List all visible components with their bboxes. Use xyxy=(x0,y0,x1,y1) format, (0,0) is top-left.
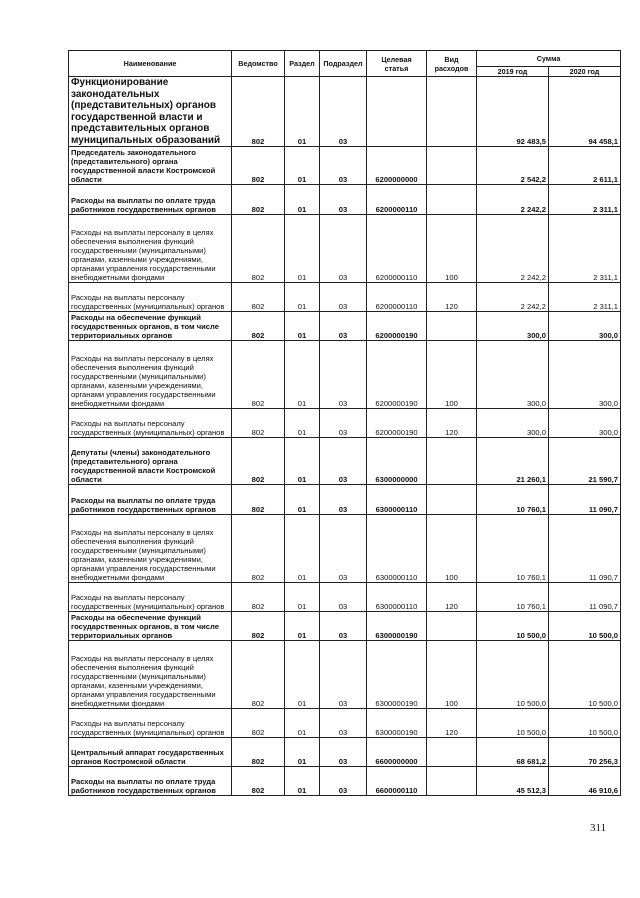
table-row xyxy=(69,515,621,583)
header-vid: Вид расходов xyxy=(427,51,477,77)
row-razdel: 01 xyxy=(285,283,320,312)
row-2019: 300,0 xyxy=(477,341,549,409)
row-name: Расходы на выплаты персоналу в целях обеспечения выполнения функций государственными (муниципальными) органами, казенными учреждениями, органами управления государственными внебюджетными фондами xyxy=(69,341,232,409)
row-podrazdel: 03 xyxy=(320,515,367,583)
row-razdel: 01 xyxy=(285,738,320,767)
row-name: Расходы на обеспечение функций государственных органов, в том числе территориальных органов xyxy=(69,312,232,341)
row-vid xyxy=(427,738,477,767)
row-name: Расходы на выплаты персоналу государственных (муниципальных) органов xyxy=(69,283,232,312)
row-name: Расходы на выплаты по оплате труда работников государственных органов xyxy=(69,485,232,515)
row-celevaya: 6200000110 xyxy=(367,215,427,283)
row-podrazdel: 03 xyxy=(320,438,367,485)
row-2020: 10 500,0 xyxy=(549,709,621,738)
row-2020: 300,0 xyxy=(549,312,621,341)
row-2020: 11 090,7 xyxy=(549,515,621,583)
page-number: 311 xyxy=(590,822,607,834)
table-row xyxy=(69,767,621,796)
row-razdel: 01 xyxy=(285,409,320,438)
table-row xyxy=(69,409,621,438)
row-name: Расходы на выплаты персоналу государственных (муниципальных) органов xyxy=(69,583,232,612)
row-podrazdel: 03 xyxy=(320,583,367,612)
table-body xyxy=(69,77,621,796)
row-vedomstvo: 802 xyxy=(232,767,285,796)
row-vedomstvo: 802 xyxy=(232,515,285,583)
row-2019: 300,0 xyxy=(477,409,549,438)
row-2019: 2 242,2 xyxy=(477,283,549,312)
row-name: Расходы на выплаты персоналу в целях обеспечения выполнения функций государственными (муниципальными) органами, казенными учреждениями, органами управления государственными внебюджетными фондами xyxy=(69,215,232,283)
row-podrazdel: 03 xyxy=(320,485,367,515)
row-podrazdel: 03 xyxy=(320,767,367,796)
header-2020: 2020 год xyxy=(549,67,621,77)
row-name: Расходы на обеспечение функций государственных органов, в том числе территориальных органов xyxy=(69,612,232,641)
row-2020: 11 090,7 xyxy=(549,485,621,515)
row-vedomstvo: 802 xyxy=(232,312,285,341)
row-name: Расходы на выплаты персоналу в целях обеспечения выполнения функций государственными (муниципальными) органами, казенными учреждениями, органами управления государственными внебюджетными фондами xyxy=(69,641,232,709)
header-podrazdel: Подраздел xyxy=(320,51,367,77)
row-2019: 21 260,1 xyxy=(477,438,549,485)
row-razdel: 01 xyxy=(285,583,320,612)
row-podrazdel: 03 xyxy=(320,185,367,215)
row-vid: 120 xyxy=(427,709,477,738)
row-celevaya: 6300000110 xyxy=(367,583,427,612)
row-name: Председатель законодательного (представительного) органа государственной власти Костромской области xyxy=(69,147,232,185)
table-row xyxy=(69,312,621,341)
row-podrazdel: 03 xyxy=(320,147,367,185)
row-name: Функционирование законодательных (представительных) органов государственной власти и представительных органов муниципальных образований xyxy=(69,77,232,147)
row-vid: 100 xyxy=(427,215,477,283)
row-vid: 120 xyxy=(427,409,477,438)
row-2019: 45 512,3 xyxy=(477,767,549,796)
row-name: Расходы на выплаты персоналу в целях обеспечения выполнения функций государственными (муниципальными) органами, казенными учреждениями, органами управления государственными внебюджетными фондами xyxy=(69,515,232,583)
row-celevaya: 6300000190 xyxy=(367,612,427,641)
table-row xyxy=(69,709,621,738)
row-podrazdel: 03 xyxy=(320,283,367,312)
row-vid: 120 xyxy=(427,283,477,312)
row-vid: 100 xyxy=(427,515,477,583)
row-vid: 100 xyxy=(427,641,477,709)
header-razdel: Раздел xyxy=(285,51,320,77)
row-vid xyxy=(427,312,477,341)
row-name: Депутаты (члены) законодательного (представительного) органа государственной власти Костромской области xyxy=(69,438,232,485)
table-row xyxy=(69,147,621,185)
row-2020: 10 500,0 xyxy=(549,612,621,641)
row-2019: 2 542,2 xyxy=(477,147,549,185)
table-row xyxy=(69,283,621,312)
row-razdel: 01 xyxy=(285,77,320,147)
row-2020: 70 256,3 xyxy=(549,738,621,767)
row-vedomstvo: 802 xyxy=(232,641,285,709)
row-celevaya: 6600000000 xyxy=(367,738,427,767)
table-row xyxy=(69,438,621,485)
row-2020: 46 910,6 xyxy=(549,767,621,796)
row-podrazdel: 03 xyxy=(320,341,367,409)
table-row xyxy=(69,77,621,147)
row-name: Расходы на выплаты по оплате труда работников государственных органов xyxy=(69,767,232,796)
row-razdel: 01 xyxy=(285,485,320,515)
row-vid xyxy=(427,612,477,641)
row-podrazdel: 03 xyxy=(320,612,367,641)
row-celevaya: 6200000000 xyxy=(367,147,427,185)
row-2020: 94 458,1 xyxy=(549,77,621,147)
row-razdel: 01 xyxy=(285,438,320,485)
table-row xyxy=(69,612,621,641)
row-celevaya: 6200000190 xyxy=(367,312,427,341)
row-celevaya xyxy=(367,77,427,147)
header-celevaya: Целевая статья xyxy=(367,51,427,77)
row-vid xyxy=(427,147,477,185)
row-vid xyxy=(427,77,477,147)
table-row xyxy=(69,641,621,709)
row-vedomstvo: 802 xyxy=(232,738,285,767)
row-2020: 2 311,1 xyxy=(549,185,621,215)
row-razdel: 01 xyxy=(285,709,320,738)
table-row xyxy=(69,738,621,767)
row-vedomstvo: 802 xyxy=(232,147,285,185)
row-podrazdel: 03 xyxy=(320,77,367,147)
row-vid: 120 xyxy=(427,583,477,612)
row-vedomstvo: 802 xyxy=(232,709,285,738)
row-2019: 10 760,1 xyxy=(477,583,549,612)
row-vedomstvo: 802 xyxy=(232,283,285,312)
row-vid: 100 xyxy=(427,341,477,409)
row-podrazdel: 03 xyxy=(320,312,367,341)
table-row xyxy=(69,341,621,409)
row-vedomstvo: 802 xyxy=(232,341,285,409)
row-celevaya: 6300000110 xyxy=(367,515,427,583)
row-celevaya: 6600000110 xyxy=(367,767,427,796)
row-vid xyxy=(427,438,477,485)
row-2019: 10 500,0 xyxy=(477,612,549,641)
row-celevaya: 6200000190 xyxy=(367,341,427,409)
header-vedomstvo: Ведомство xyxy=(232,51,285,77)
row-razdel: 01 xyxy=(285,612,320,641)
row-razdel: 01 xyxy=(285,341,320,409)
row-vedomstvo: 802 xyxy=(232,77,285,147)
table-row xyxy=(69,215,621,283)
row-celevaya: 6200000190 xyxy=(367,409,427,438)
row-razdel: 01 xyxy=(285,147,320,185)
row-celevaya: 6200000110 xyxy=(367,185,427,215)
row-vedomstvo: 802 xyxy=(232,215,285,283)
row-podrazdel: 03 xyxy=(320,738,367,767)
row-celevaya: 6300000110 xyxy=(367,485,427,515)
row-name: Расходы на выплаты персоналу государственных (муниципальных) органов xyxy=(69,409,232,438)
row-name: Расходы на выплаты по оплате труда работников государственных органов xyxy=(69,185,232,215)
row-2019: 68 681,2 xyxy=(477,738,549,767)
row-2019: 92 483,5 xyxy=(477,77,549,147)
row-2020: 10 500,0 xyxy=(549,641,621,709)
row-razdel: 01 xyxy=(285,215,320,283)
header-2019: 2019 год xyxy=(477,67,549,77)
table-row xyxy=(69,185,621,215)
row-vedomstvo: 802 xyxy=(232,409,285,438)
row-razdel: 01 xyxy=(285,185,320,215)
row-vid xyxy=(427,485,477,515)
header-name: Наименование xyxy=(69,51,232,77)
row-2020: 2 311,1 xyxy=(549,215,621,283)
row-2020: 300,0 xyxy=(549,409,621,438)
header-summa: Сумма xyxy=(477,51,621,67)
row-2020: 300,0 xyxy=(549,341,621,409)
row-2019: 2 242,2 xyxy=(477,185,549,215)
row-vedomstvo: 802 xyxy=(232,485,285,515)
row-podrazdel: 03 xyxy=(320,641,367,709)
row-2019: 10 500,0 xyxy=(477,641,549,709)
row-2020: 11 090,7 xyxy=(549,583,621,612)
row-2019: 10 760,1 xyxy=(477,485,549,515)
row-2019: 300,0 xyxy=(477,312,549,341)
row-razdel: 01 xyxy=(285,515,320,583)
row-vid xyxy=(427,185,477,215)
row-celevaya: 6300000190 xyxy=(367,709,427,738)
row-vedomstvo: 802 xyxy=(232,185,285,215)
row-razdel: 01 xyxy=(285,767,320,796)
row-podrazdel: 03 xyxy=(320,709,367,738)
row-razdel: 01 xyxy=(285,641,320,709)
row-name: Центральный аппарат государственных органов Костромской области xyxy=(69,738,232,767)
row-vedomstvo: 802 xyxy=(232,583,285,612)
row-podrazdel: 03 xyxy=(320,215,367,283)
row-2019: 10 500,0 xyxy=(477,709,549,738)
table-row xyxy=(69,485,621,515)
row-name: Расходы на выплаты персоналу государственных (муниципальных) органов xyxy=(69,709,232,738)
row-celevaya: 6300000190 xyxy=(367,641,427,709)
row-2020: 2 611,1 xyxy=(549,147,621,185)
row-2020: 2 311,1 xyxy=(549,283,621,312)
row-vid xyxy=(427,767,477,796)
row-2019: 2 242,2 xyxy=(477,215,549,283)
row-celevaya: 6300000000 xyxy=(367,438,427,485)
row-podrazdel: 03 xyxy=(320,409,367,438)
table-row xyxy=(69,583,621,612)
row-2019: 10 760,1 xyxy=(477,515,549,583)
row-vedomstvo: 802 xyxy=(232,438,285,485)
row-2020: 21 590,7 xyxy=(549,438,621,485)
row-vedomstvo: 802 xyxy=(232,612,285,641)
budget-table xyxy=(68,50,621,796)
row-razdel: 01 xyxy=(285,312,320,341)
row-celevaya: 6200000110 xyxy=(367,283,427,312)
